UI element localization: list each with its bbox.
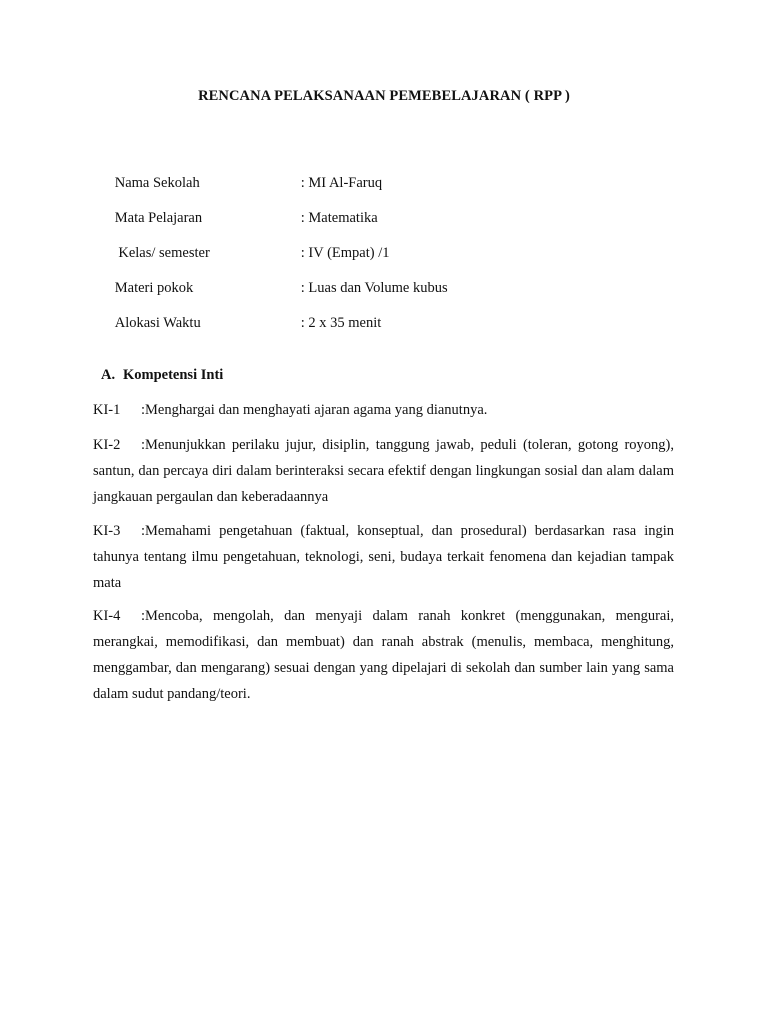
ki-code: KI-3 xyxy=(93,523,121,539)
identity-label: Mata Pelajaran xyxy=(114,210,203,226)
ki-code: KI-4 xyxy=(93,608,121,624)
ki-paragraph-2 xyxy=(93,432,674,510)
document-title: RENCANA PELAKSANAAN PEMEBELAJARAN ( RPP ) xyxy=(198,88,570,104)
ki-text: :Menghargai dan menghayati ajaran agama yang dianutnya. xyxy=(141,402,488,418)
identity-row-time xyxy=(93,296,693,331)
identity-row-topic xyxy=(93,261,693,296)
ki-text: :Memahami pengetahuan (faktual, konseptual, dan prosedural) berdasarkan rasa ingin tahunya tentang ilmu pengetahuan, teknologi, seni, budaya terkait fenomena dan kejadian tampak mata xyxy=(93,523,674,591)
identity-row-school xyxy=(93,156,693,191)
identity-row-subject xyxy=(93,191,693,226)
identity-label: Alokasi Waktu xyxy=(114,315,201,331)
ki-paragraph-1 xyxy=(93,397,674,423)
ki-paragraph-3 xyxy=(93,518,674,596)
ki-paragraph-4 xyxy=(93,603,674,707)
identity-value: : Luas dan Volume kubus xyxy=(300,280,448,296)
identity-label: Nama Sekolah xyxy=(114,175,200,191)
identity-value: : Matematika xyxy=(300,210,378,226)
ki-code: KI-1 xyxy=(93,402,121,418)
ki-code: KI-2 xyxy=(93,437,121,453)
ki-text: :Mencoba, mengolah, dan menyaji dalam ranah konkret (menggunakan, mengurai, merangkai, memodifikasi, dan membuat) dan ranah abstrak (menulis, membaca, menghitung, menggambar, dan mengarang) sesuai dengan yang dipelajari di sekolah dan sumber lain yang sama dalam sudut pandang/teori. xyxy=(93,608,674,702)
identity-value: : IV (Empat) /1 xyxy=(300,245,390,261)
section-letter: A. xyxy=(101,367,116,383)
identity-value: : 2 x 35 menit xyxy=(300,315,382,331)
identity-value: : MI Al-Faruq xyxy=(300,175,383,191)
identity-row-class xyxy=(93,226,693,261)
ki-text: :Menunjukkan perilaku jujur, disiplin, tanggung jawab, peduli (toleran, gotong royong), santun, dan percaya diri dalam berinteraksi secara efektif dengan lingkungan sosial dan alam dalam jangkauan pergaulan dan keberadaannya xyxy=(93,437,674,505)
identity-label: Kelas/ semester xyxy=(114,245,210,261)
identity-table xyxy=(93,156,693,331)
section-heading-kompetensi-inti xyxy=(101,367,223,384)
section-title: Kompetensi Inti xyxy=(123,367,224,383)
identity-label: Materi pokok xyxy=(114,280,194,296)
